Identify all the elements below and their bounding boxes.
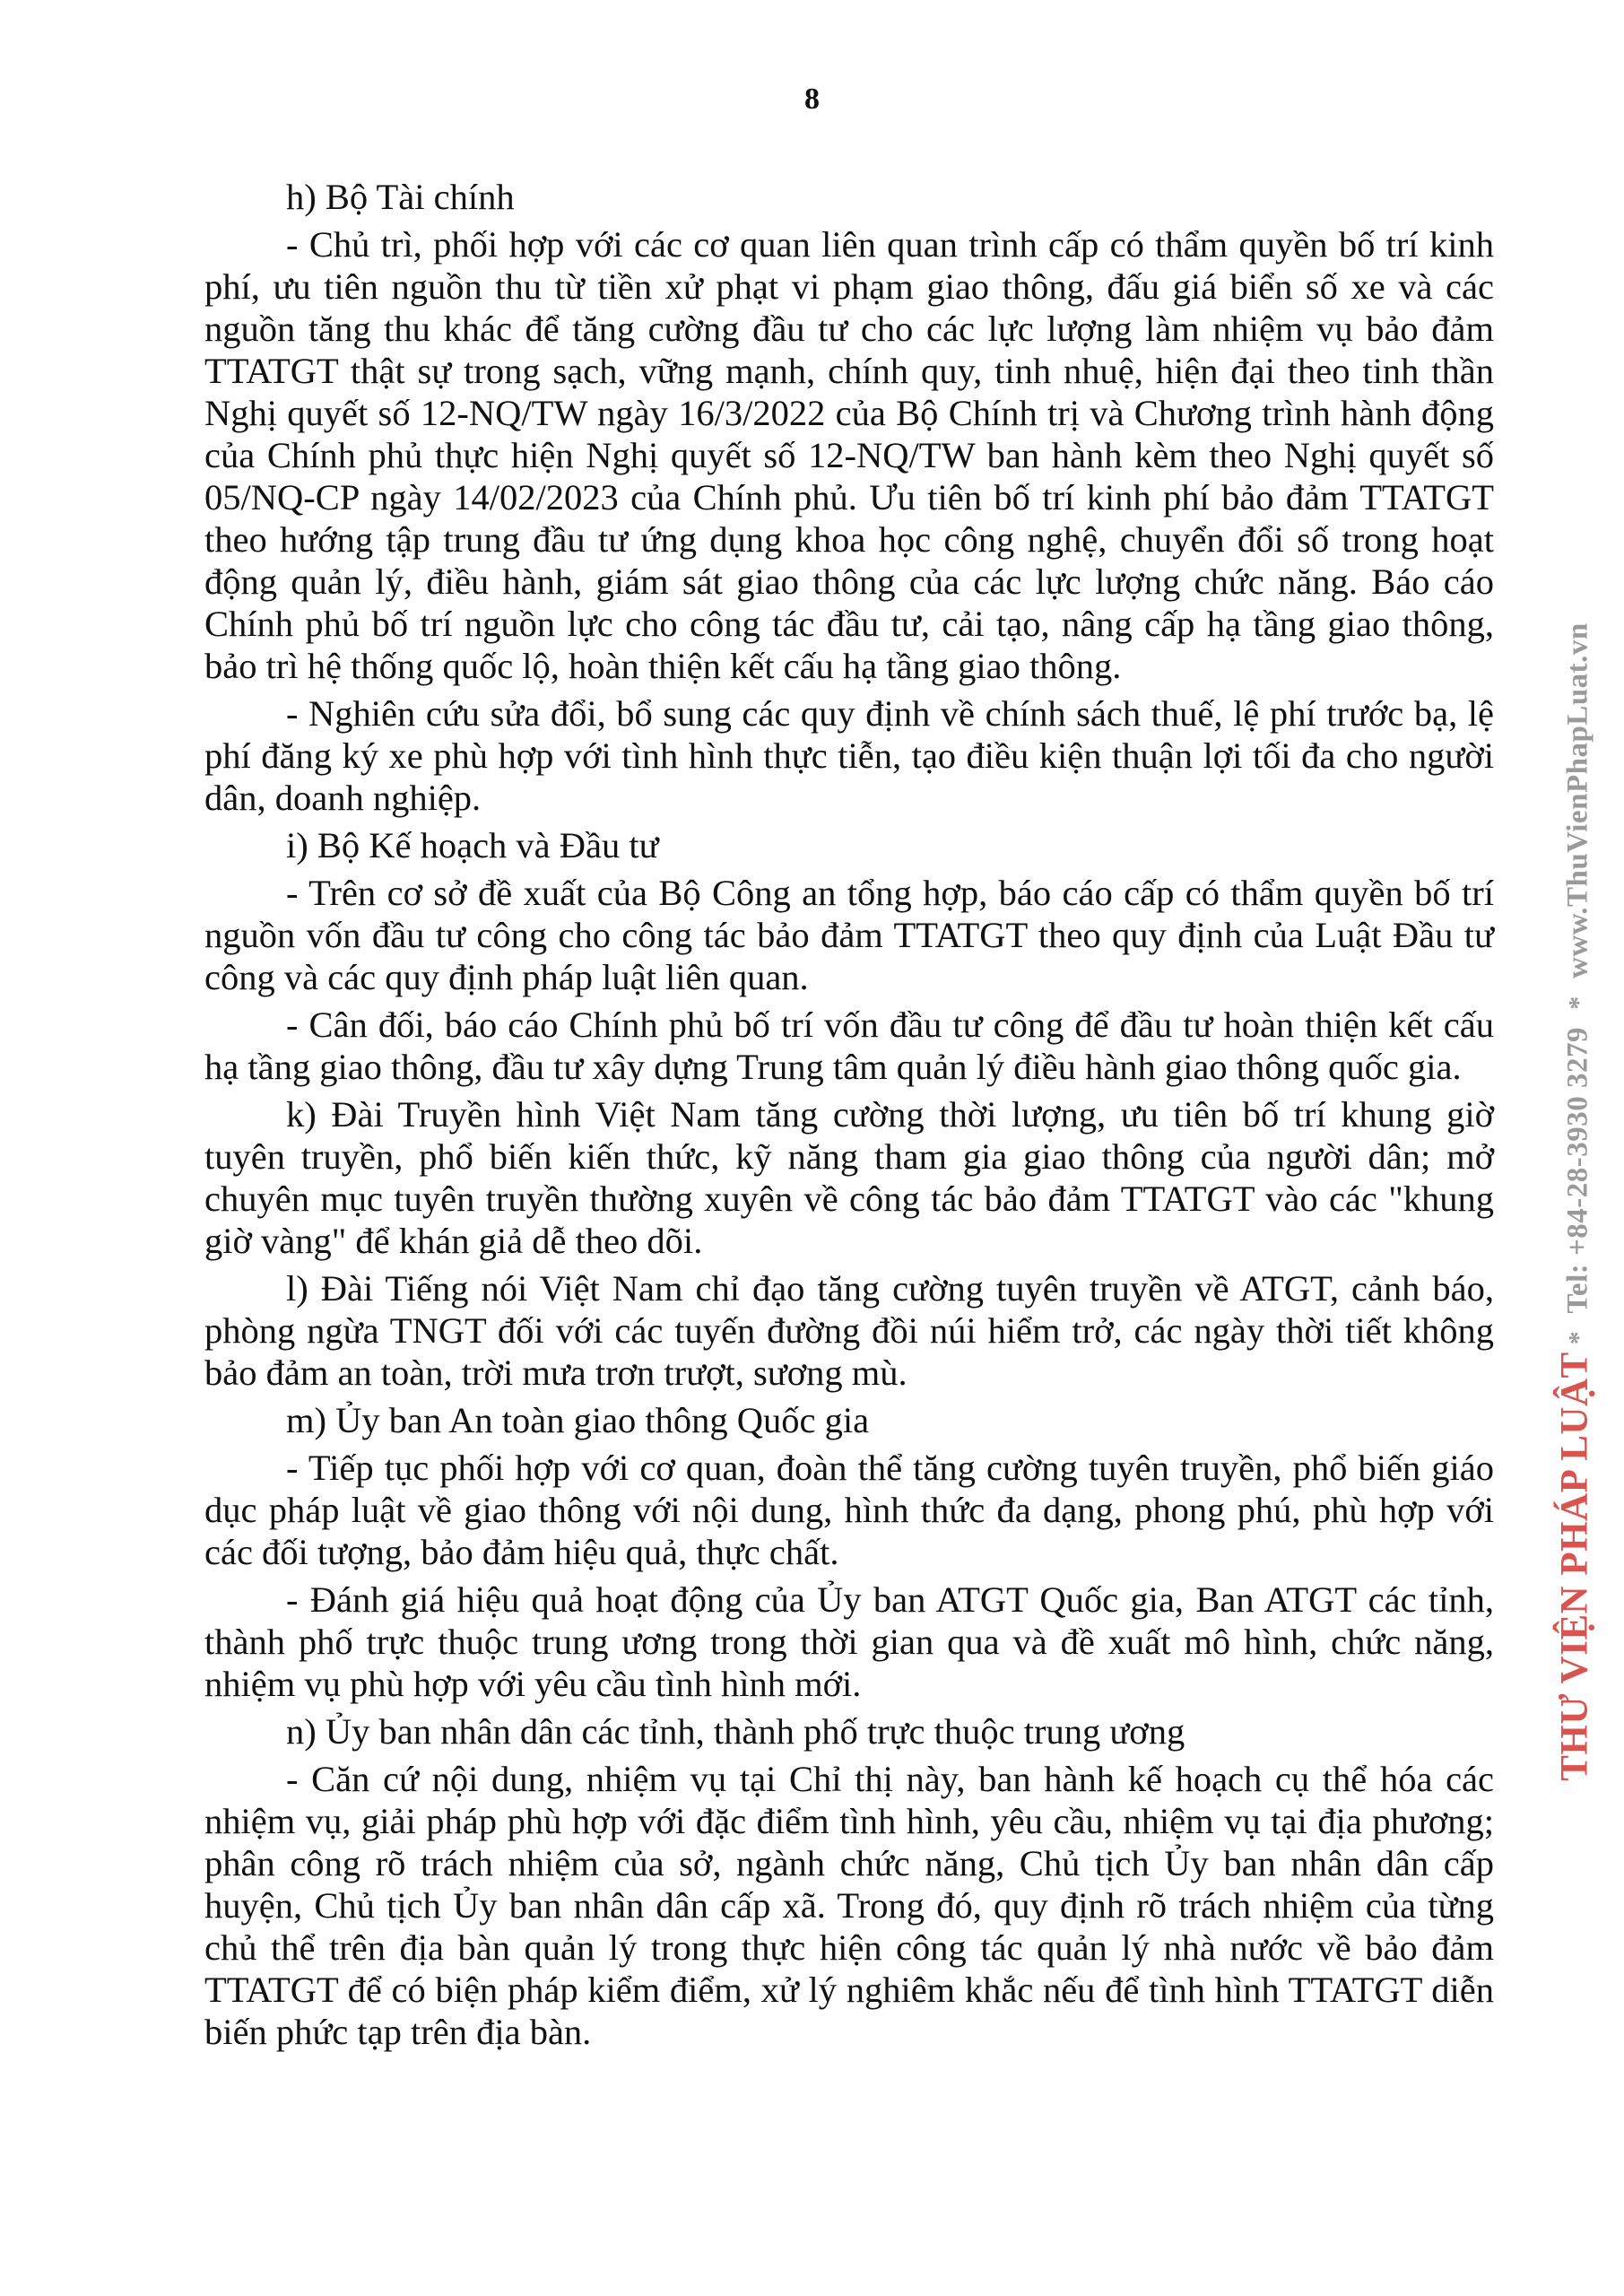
- watermark-brand: THƯ VIỆN PHÁP LUẬT: [1553, 1352, 1596, 1781]
- paragraph: - Trên cơ sở đề xuất của Bộ Công an tổng hợp, báo cáo cấp có thẩm quyền bố trí nguồn vốn đầu tư công cho công tác bảo đảm TTATGT theo quy định của Luật Đầu tư công và các quy định pháp luật liên quan.: [204, 873, 1494, 997]
- section-heading-m: m) Ủy ban An toàn giao thông Quốc gia: [286, 1400, 870, 1440]
- watermark-site: www.ThuVienPhapLuat.vn: [1561, 622, 1594, 978]
- page-number: 8: [804, 83, 820, 116]
- paragraph: - Đánh giá hiệu quả hoạt động của Ủy ban ATGT Quốc gia, Ban ATGT các tỉnh, thành phố trực thuộc trung ương trong thời gian qua và đề xuất mô hình, chức năng, nhiệm vụ phù hợp với yêu cầu tình hình mới.: [204, 1579, 1494, 1704]
- paragraph: - Cân đối, báo cáo Chính phủ bố trí vốn đầu tư công để đầu tư hoàn thiện kết cấu hạ tầng giao thông, đầu tư xây dựng Trung tâm quản lý điều hành giao thông quốc gia.: [204, 1004, 1494, 1087]
- paragraph: - Căn cứ nội dung, nhiệm vụ tại Chỉ thị này, ban hành kế hoạch cụ thể hóa các nhiệm vụ, giải pháp phù hợp với đặc điểm tình hình, yêu cầu, nhiệm vụ tại địa phương; phân công rõ trách nhiệm của sở, ngành chức năng, Chủ tịch Ủy ban nhân dân cấp huyện, Chủ tịch Ủy ban nhân dân cấp xã. Trong đó, quy định rõ trách nhiệm của từng chủ thể trên địa bàn quản lý trong thực hiện công tác quản lý nhà nước về bảo đảm TTATGT để có biện pháp kiểm điểm, xử lý nghiêm khắc nếu để tình hình TTATGT diễn biến phức tạp trên địa bàn.: [204, 1759, 1494, 2052]
- paragraph: l) Đài Tiếng nói Việt Nam chỉ đạo tăng cường tuyên truyền về ATGT, cảnh báo, phòng ngừa TNGT đối với các tuyến đường đồi núi hiểm trở, các ngày thời tiết không bảo đảm an toàn, trời mưa trơn trượt, sương mù.: [204, 1268, 1494, 1393]
- paragraph: - Nghiên cứu sửa đổi, bổ sung các quy định về chính sách thuế, lệ phí trước bạ, lệ phí đăng ký xe phù hợp với tình hình thực tiễn, tạo điều kiện thuận lợi tối đa cho người dân, doanh nghiệp.: [204, 693, 1494, 818]
- section-heading-i: i) Bộ Kế hoạch và Đầu tư: [286, 825, 659, 865]
- paragraph: - Chủ trì, phối hợp với các cơ quan liên quan trình cấp có thẩm quyền bố trí kinh phí, ưu tiên nguồn thu từ tiền xử phạt vi phạm giao thông, đấu giá biển số xe và các nguồn tăng thu khác để tăng cường đầu tư cho các lực lượng làm nhiệm vụ bảo đảm TTATGT thật sự trong sạch, vững mạnh, chính quy, tinh nhuệ, hiện đại theo tinh thần Nghị quyết số 12-NQ/TW ngày 16/3/2022 của Bộ Chính trị và Chương trình hành động của Chính phủ thực hiện Nghị quyết số 12-NQ/TW ban hành kèm theo Nghị quyết số 05/NQ-CP ngày 14/02/2023 của Chính phủ. Ưu tiên bố trí kinh phí bảo đảm TTATGT theo hướng tập trung đầu tư ứng dụng khoa học công nghệ, chuyển đổi số trong hoạt động quản lý, điều hành, giám sát giao thông của các lực lượng chức năng. Báo cáo Chính phủ bố trí nguồn lực cho công tác đầu tư, cải tạo, nâng cấp hạ tầng giao thông, bảo trì hệ thống quốc lộ, hoàn thiện kết cấu hạ tầng giao thông.: [204, 224, 1494, 686]
- section-heading-h: h) Bộ Tài chính: [286, 177, 515, 217]
- document-body: [204, 176, 1494, 2058]
- watermark-phone: Tel: +84-28-3930 3279: [1561, 1026, 1594, 1314]
- paragraph: k) Đài Truyền hình Việt Nam tăng cường thời lượng, ưu tiên bố trí khung giờ tuyên truyền, phổ biến kiến thức, kỹ năng tham gia giao thông của người dân; mở chuyên mục tuyên truyền thường xuyên về công tác bảo đảm TTATGT vào các "khung giờ vàng" để khán giả dễ theo dõi.: [204, 1094, 1494, 1261]
- watermark-star: *: [1563, 1330, 1594, 1345]
- watermark-separator: *: [1563, 996, 1594, 1010]
- side-watermark: [1553, 622, 1597, 1781]
- section-heading-n: n) Ủy ban nhân dân các tỉnh, thành phố trực thuộc trung ương: [286, 1711, 1185, 1752]
- paragraph: - Tiếp tục phối hợp với cơ quan, đoàn thể tăng cường tuyên truyền, phổ biến giáo dục pháp luật về giao thông với nội dung, hình thức đa dạng, phong phú, phù hợp với các đối tượng, bảo đảm hiệu quả, thực chất.: [204, 1448, 1494, 1572]
